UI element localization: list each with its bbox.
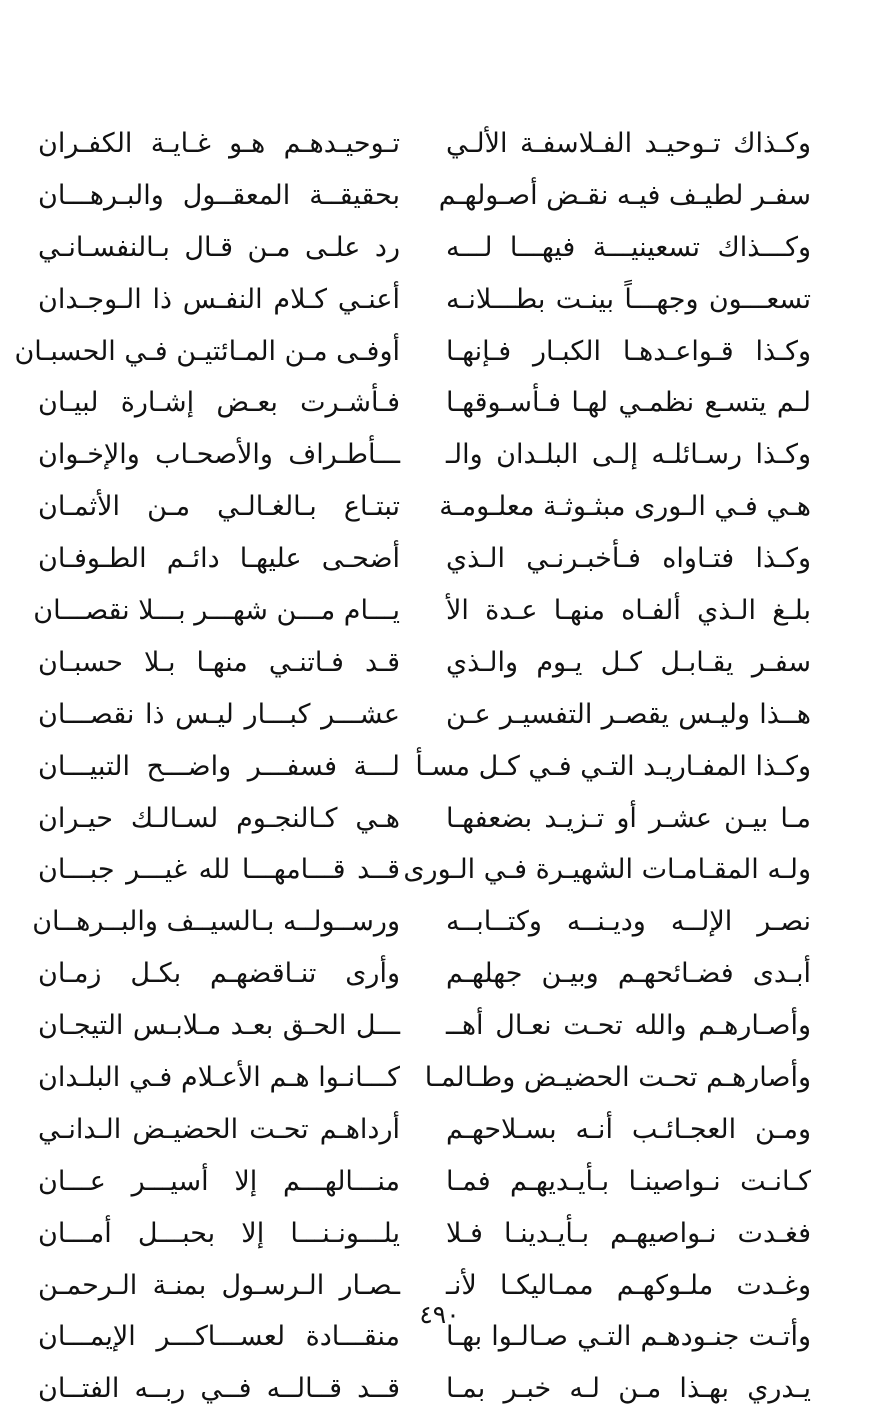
verse-line: وكـــذاك تسعينيـــة فيهـــا لـــه: [446, 231, 811, 263]
verse-line: كـــانـوا هـم الأعـلام فـي البلـدان: [38, 1062, 400, 1094]
verse-line: تبتـاع بـالغـالـي مـن الأثمـان: [38, 491, 400, 523]
verse-line: هــذا وليـس يقصـر التفسيـر عـن: [446, 698, 811, 730]
verse-line: أبـدى فضـائحهـم وبيـن جهلهـم: [446, 958, 811, 990]
verse-line: لـــة فسفـــر واضـــح التبيـــان: [38, 750, 400, 782]
verse-line: ورســولــه بـالسيــف والبــرهــان: [32, 906, 400, 938]
verse-line: وكـذا المفـاريـد التـي فـي كـل مسـأ: [415, 750, 811, 782]
verse-line: هـي كـالنجـوم لسـالـك حيـران: [38, 802, 400, 834]
verse-line: تسعـــون وجهـــاً بينـت بطـــلانـه: [446, 283, 811, 315]
verse-line: تـوحيـدهـم هـو غـايـة الكفـران: [38, 128, 400, 159]
verse-line: بلـغ الـذي ألفـاه منهـا عـدة الأ: [446, 595, 811, 627]
verse-line: هـي فـي الـورى مبثـوثـة معلـومـة: [439, 491, 811, 523]
verse-line: نصـر الإلــه وديـنــه وكتــابــه: [446, 906, 811, 938]
verse-line: أوفـى مـن المـائتيـن فـي الحسبـان: [14, 335, 400, 367]
verse-line: لـم يتسـع نظمـي لهـا فـأسـوقهـا: [446, 387, 811, 419]
verse-column-left: [14, 118, 400, 1415]
verse-line: قــد قـــامهـــا لله غيـــر جبـــان: [38, 854, 400, 886]
verse-line: أعنـي كـلام النفـس ذا الـوجـدان: [38, 283, 400, 315]
verse-line: سفـر يقـابـل كـل يـوم والـذي: [446, 646, 811, 678]
verse-line: كـانـت نـواصينـا بـأيـديهـم فمـا: [446, 1165, 811, 1197]
verse-line: وكـذا قـواعـدهـا الكبـار فـإنهـا: [446, 335, 811, 367]
verse-line: ـصـار الـرسـول بمنـة الـرحمـن: [38, 1269, 400, 1301]
verse-line: عشـــر كبـــار ليـس ذا نقصـــان: [38, 698, 400, 730]
verse-line: أرداهـم تحـت الحضيـض الـدانـي: [38, 1113, 400, 1145]
verse-line: منـــالهـــم إلا أسيـــر عـــان: [38, 1165, 400, 1197]
verse-line: وغـدت ملـوكهـم ممـاليكـا لأنـ: [446, 1269, 811, 1301]
page-number: ٤٩٠: [419, 1300, 460, 1329]
verse-line: وكـذا رسـائلـه إلـى البلـدان والـ: [446, 439, 811, 471]
verse-line: أضحـى عليهـا دائـم الطـوفـان: [38, 543, 400, 575]
verse-line: يلـــونـنـــا إلا بحبـــل أمـــان: [38, 1217, 400, 1249]
verse-line: ومـن العجـائـب أنـه بسـلاحهـم: [446, 1113, 811, 1145]
verse-line: فغـدت نـواصيهـم بـأيـدينـا فـلا: [446, 1217, 811, 1249]
verse-line: وأتـت جنـودهـم التـي صـالـوا بهـا: [446, 1321, 811, 1353]
verse-line: وكـذاك تـوحيـد الفـلاسفـة الألـي: [446, 128, 811, 159]
verse-line: رد علـى مـن قـال بـالنفسـانـي: [38, 231, 400, 263]
verse-line: قـد فـاتنـي منهـا بـلا حسبـان: [38, 646, 400, 678]
verse-line: وأصـارهـم والله تحـت نعـال أهــ: [446, 1010, 811, 1042]
verse-line: وأرى تنـاقضهـم بكـل زمـان: [38, 958, 400, 990]
verse-line: بحقيقــة المعقــول والبـرهـــان: [38, 179, 400, 211]
verse-line: منقـــادة لعســـاكـــر الإيمـــان: [38, 1321, 400, 1353]
verse-line: مـا بيـن عشـر أو تـزيـد بضعفهـا: [446, 802, 811, 834]
verse-line: قــد قــالــه فــي ربــه الفتــان: [38, 1373, 400, 1405]
verse-line: سفـر لطيـف فيـه نقـض أصـولهـم: [438, 179, 811, 211]
verse-line: ـــأطـراف والأصحـاب والإخـوان: [38, 439, 400, 471]
verse-line: وكـذا فتـاواه فـأخبـرنـي الـذي: [446, 543, 811, 575]
verse-line: فـأشـرت بعـض إشـارة لبيـان: [38, 387, 400, 419]
verse-line: يـدري بهـذا مـن لـه خبـر بمـا: [446, 1373, 811, 1405]
verse-line: يـــام مـــن شهـــر بـــلا نقصـــان: [33, 595, 400, 627]
verse-line: ـــل الحـق بعـد مـلابـس التيجـان: [38, 1010, 400, 1042]
verse-line: ولـه المقـامـات الشهيـرة فـي الـورى: [403, 854, 811, 886]
verse-line: وأصارهـم تحـت الحضيـض وطـالمـا: [424, 1062, 811, 1094]
